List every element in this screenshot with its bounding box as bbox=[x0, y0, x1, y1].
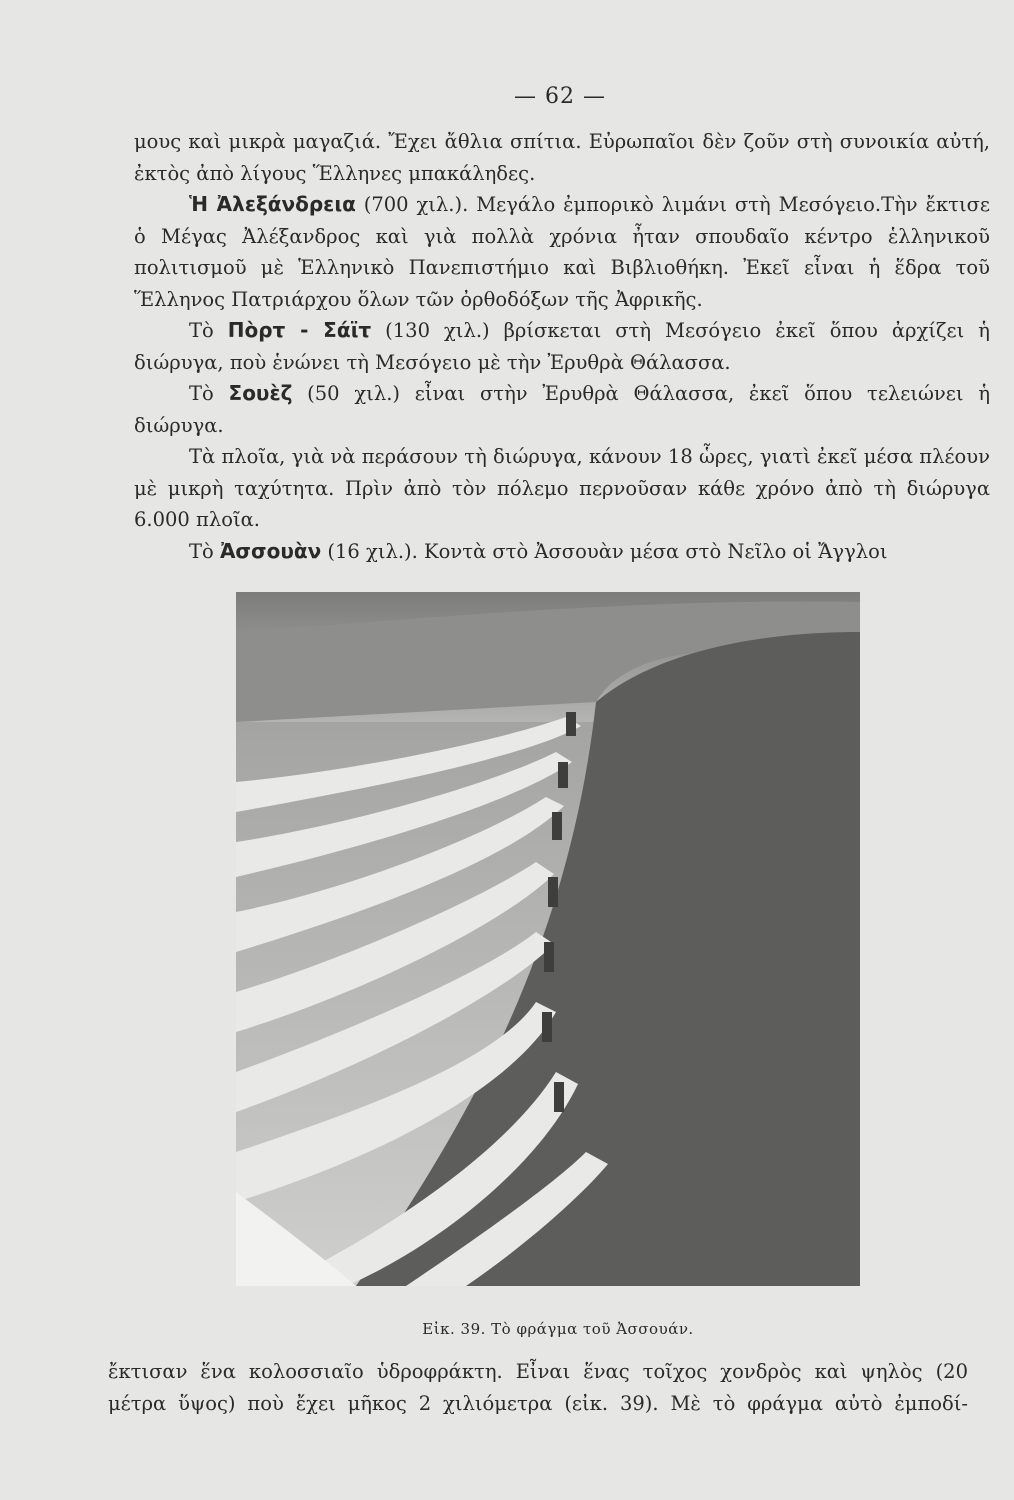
figure-caption: Εἰκ. 39. Τὸ φράγμα τοῦ Ἀσσουάν. bbox=[422, 1320, 694, 1338]
paragraph-alexandria bbox=[134, 189, 990, 315]
place-name-alexandria: Ἡ Ἀλεξάνδρεια bbox=[189, 192, 356, 216]
bottom-line-2: μέτρα ὕψος) ποὺ ἔχει μῆκος 2 χιλιόμετρα (εἰκ. 39). Μὲ τὸ φράγμα αὐτὸ ἐμποδί- bbox=[108, 1392, 968, 1415]
paragraph-aswan-text: (16 χιλ.). Κοντὰ στὸ Ἀσσουὰν μέσα στὸ Νεῖλο οἱ Ἄγγλοι bbox=[321, 539, 888, 563]
paragraph-alexandria-text: (700 χιλ.). Μεγάλο ἐμπορικὸ λιμάνι στὴ Μεσόγειο.Τὴν ἔκτισε ὁ Μέγας Ἀλέξανδρος καὶ γιὰ πολλὰ χρόνια ἦταν σπουδαῖο κέντρο ἑλληνικοῦ πολιτισμοῦ μὲ Ἑλληνικὸ Πανεπιστήμιο καὶ Βιβλιοθήκη. Ἐκεῖ εἶναι ἡ ἕδρα τοῦ Ἕλληνος Πατριάρχου ὅλων τῶν ὀρθοδόξων τῆς Ἀφρικῆς. bbox=[134, 193, 991, 311]
paragraph-port-said bbox=[134, 315, 990, 378]
place-name-aswan: Ἀσσουὰν bbox=[219, 538, 322, 563]
bottom-text bbox=[108, 1356, 968, 1420]
body-text bbox=[134, 126, 990, 567]
paragraph-aswan bbox=[134, 536, 990, 568]
dam-illustration bbox=[236, 592, 860, 1286]
paragraph-suez-prefix: Τὸ bbox=[189, 382, 229, 405]
place-name-suez: Σουὲζ bbox=[228, 381, 293, 405]
paragraph-suez bbox=[134, 378, 990, 441]
place-name-port-said: Πὸρτ - Σάϊτ bbox=[227, 318, 372, 342]
paragraph-ships-text: Τὰ πλοῖα, γιὰ νὰ περάσουν τὴ διώρυγα, κάνουν 18 ὧρες, γιατὶ ἐκεῖ μέσα πλέουν μὲ μικρὴ ταχύτητα. Πρὶν ἀπὸ τὸν πόλεμο περνοῦσαν κάθε χρόνο ἀπὸ τὴ διώρυγα 6.000 πλοῖα. bbox=[134, 445, 990, 531]
paragraph-1-text: μους καὶ μικρὰ μαγαζιά. Ἔχει ἄθλια σπίτια. Εὐρωπαῖοι δὲν ζοῦν στὴ συνοικία αὐτή, ἐκτὸς ἀπὸ λίγους Ἕλληνες μπακάληδες. bbox=[134, 130, 990, 185]
bottom-line-1: ἔκτισαν ἕνα κολοσσιαῖο ὑδροφράκτη. Εἶναι ἕνας τοῖχος χονδρὸς καὶ ψηλὸς (20 bbox=[108, 1360, 968, 1383]
aswan-dam-photo bbox=[236, 592, 860, 1286]
paragraph-port-said-prefix: Τὸ bbox=[189, 319, 228, 342]
paragraph-ships bbox=[134, 441, 990, 536]
paragraph-suez-text: (50 χιλ.) εἶναι στὴν Ἐρυθρὰ Θάλασσα, ἐκεῖ ὅπου τελειώνει ἡ διώρυγα. bbox=[134, 382, 990, 437]
page-number: — 62 — bbox=[514, 84, 606, 109]
paragraph-port-said-text: (130 χιλ.) βρίσκεται στὴ Μεσόγειο ἐκεῖ ὅπου ἀρχίζει ἡ διώρυγα, ποὺ ἑνώνει τὴ Μεσόγειο μὲ τὴν Ἐρυθρὰ Θάλασσα. bbox=[134, 319, 990, 374]
paragraph-aswan-prefix: Τὸ bbox=[189, 539, 220, 563]
paragraph-1 bbox=[134, 126, 990, 189]
